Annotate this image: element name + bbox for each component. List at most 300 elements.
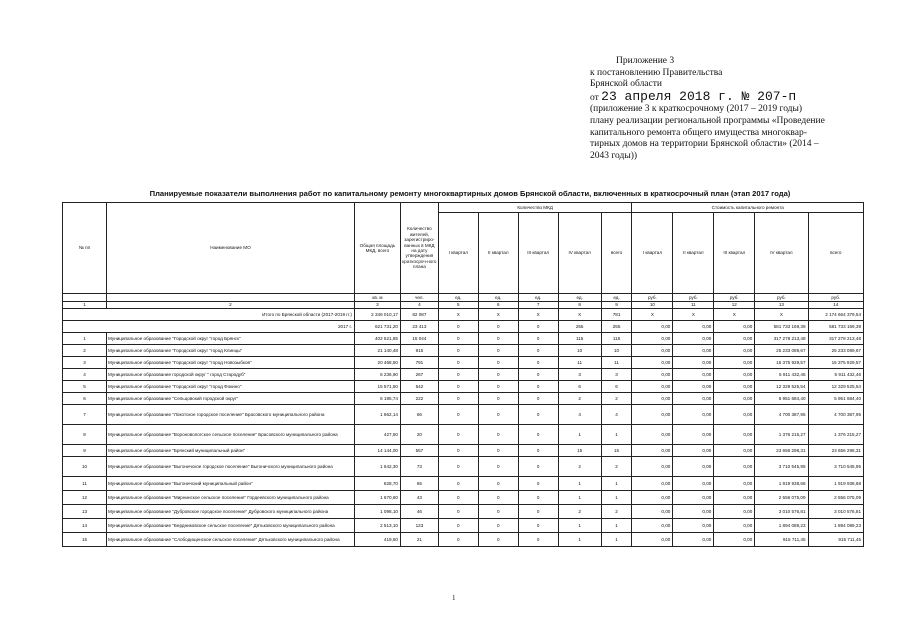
table-cell: 1 — [558, 533, 601, 547]
table-cell: 0 — [438, 345, 478, 357]
total-cell: X — [438, 309, 478, 321]
table-cell: 0 — [438, 519, 478, 533]
table-cell: 115 — [601, 333, 632, 345]
table-cell: 0 — [518, 357, 558, 369]
index-cell: 10 — [632, 302, 673, 309]
table-row — [63, 333, 864, 345]
mkd-q1-header: I квартал — [438, 213, 478, 294]
table-cell: 2 513,10 — [354, 519, 400, 533]
table-cell: 0,00 — [632, 445, 673, 457]
table-cell: 3 710 545,95 — [755, 457, 808, 477]
table-cell: 4 700 387,95 — [808, 405, 863, 425]
unit-cell: кв. м — [354, 294, 400, 302]
row-number: 6 — [63, 393, 107, 405]
row-number: 3 — [63, 357, 107, 369]
page-number: 1 — [452, 594, 456, 602]
table-cell: 0,00 — [673, 519, 714, 533]
table-cell: 14 144,00 — [354, 445, 400, 457]
table-cell: 4 — [601, 405, 632, 425]
mkd-q2-header: II квартал — [478, 213, 518, 294]
table-cell: 11 — [601, 357, 632, 369]
table-cell: 915 711,45 — [808, 533, 863, 547]
table-cell: 0 — [438, 477, 478, 491]
table-cell: 0,00 — [714, 345, 755, 357]
table-cell: 1 — [601, 491, 632, 505]
year-cell: 0,00 — [632, 321, 673, 333]
table-cell: 3 — [601, 369, 632, 381]
municipality-name: Муниципальное образование "Городской округ "город Брянск" — [107, 333, 355, 345]
table-cell: 21 — [400, 533, 438, 547]
table-cell: 0,00 — [673, 457, 714, 477]
table-cell: 0,00 — [673, 357, 714, 369]
row-number: 14 — [63, 519, 107, 533]
table-cell: 15 571,50 — [354, 381, 400, 393]
table-row — [63, 381, 864, 393]
table-cell: 0,00 — [673, 393, 714, 405]
total-cell: 781 — [601, 309, 632, 321]
year-cell: 0 — [518, 321, 558, 333]
unit-cell: руб. — [632, 294, 673, 302]
total-cell: X — [755, 309, 808, 321]
table-cell: 12 329 525,54 — [808, 381, 863, 393]
table-cell: 0,00 — [673, 425, 714, 445]
table-cell: 0 — [518, 381, 558, 393]
table-cell: 2 556 075,09 — [755, 491, 808, 505]
table-cell: 43 — [400, 491, 438, 505]
year-cell: 0 — [478, 321, 518, 333]
table-cell: 0 — [438, 425, 478, 445]
table-cell: 0,00 — [632, 491, 673, 505]
table-cell: 46 — [400, 505, 438, 519]
table-cell: 402 521,85 — [354, 333, 400, 345]
table-row — [63, 425, 864, 445]
table-cell: 0 — [478, 333, 518, 345]
cost-q4-header: IV квартал — [755, 213, 808, 294]
row-number: 4 — [63, 369, 107, 381]
col-residents-header: Количество жителей, зарегистриро-ванных в МКД на дату утверждения краткосроч-ного плана — [400, 203, 438, 294]
cost-q2-header: II квартал — [673, 213, 714, 294]
table-cell: 0 — [518, 405, 558, 425]
table-row — [63, 505, 864, 519]
year-cell: 0,00 — [714, 321, 755, 333]
table-row — [63, 345, 864, 357]
total-cell: X — [673, 309, 714, 321]
table-row — [63, 457, 864, 477]
table-cell: 1 — [601, 477, 632, 491]
table-cell: 1 919 938,68 — [808, 477, 863, 491]
table-cell: 0 — [438, 533, 478, 547]
table-cell: 5 911 432,46 — [755, 369, 808, 381]
index-cell: 14 — [808, 302, 863, 309]
unit-cell: ед. — [438, 294, 478, 302]
table-cell: 0 — [518, 333, 558, 345]
table-cell: 791 — [400, 357, 438, 369]
table-row — [63, 357, 864, 369]
table-cell: 0,00 — [632, 457, 673, 477]
unit-cell: руб. — [808, 294, 863, 302]
table-cell: 5 951 684,40 — [755, 393, 808, 405]
table-cell: 0,00 — [632, 425, 673, 445]
table-cell: 1 894 089,23 — [755, 519, 808, 533]
table-cell: 915 711,45 — [755, 533, 808, 547]
table-cell: 25 233 089,67 — [755, 345, 808, 357]
municipality-name: Муниципальное образование "Локотское городское поселение" Брасовского муниципального района — [107, 405, 355, 425]
table-cell: 0 — [438, 505, 478, 519]
table-row — [63, 491, 864, 505]
table-row — [63, 393, 864, 405]
table-cell: 0,00 — [714, 425, 755, 445]
table-cell: 0 — [518, 519, 558, 533]
unit-cell: чел. — [400, 294, 438, 302]
table-cell: 0 — [478, 457, 518, 477]
index-cell: 4 — [400, 302, 438, 309]
table-cell: 0 — [478, 345, 518, 357]
table-cell: 0 — [478, 369, 518, 381]
municipality-name: Муниципальное образование "Выгоничское городское поселение" Выгоничского муниципального района — [107, 457, 355, 477]
table-row — [63, 533, 864, 547]
table-cell: 0,00 — [673, 381, 714, 393]
table-cell: 3 010 576,81 — [755, 505, 808, 519]
table-cell: 6 — [558, 381, 601, 393]
table-cell: 0,00 — [714, 505, 755, 519]
municipality-name: Муниципальное образование городской округ " город Стародуб" — [107, 369, 355, 381]
table-cell: 0 — [438, 333, 478, 345]
table-cell: 0,00 — [632, 357, 673, 369]
decree-date: от 23 апреля 2018 г. № 207-п — [590, 88, 797, 104]
header-note-3: капитального ремонта общего имущества многоквар- — [590, 127, 807, 138]
table-cell: 3 010 576,81 — [808, 505, 863, 519]
unit-cell: ед. — [478, 294, 518, 302]
table-cell: 1 894 089,23 — [808, 519, 863, 533]
year-cell: 23 413 — [400, 321, 438, 333]
table-cell: 2 — [558, 505, 601, 519]
municipality-name: Муниципальное образование "Бердниковское сельское поселение" Дятьковского муниципального района — [107, 519, 355, 533]
table-cell: 267 — [400, 369, 438, 381]
row-number: 12 — [63, 491, 107, 505]
table-cell: 0,00 — [632, 345, 673, 357]
municipality-name: Муниципальное образование "Вороновологское сельское поселение" Брасовского муниципального района — [107, 425, 355, 445]
mkd-q4-header: IV квартал — [558, 213, 601, 294]
table-cell: 21 140,48 — [354, 345, 400, 357]
empty-cell — [63, 294, 107, 302]
year-row — [63, 321, 864, 333]
unit-cell: ед. — [518, 294, 558, 302]
index-cell: 7 — [518, 302, 558, 309]
index-cell: 5 — [438, 302, 478, 309]
table-cell: 25 233 089,67 — [808, 345, 863, 357]
table-cell: 0 — [438, 445, 478, 457]
table-cell: 0,00 — [714, 393, 755, 405]
table-cell: 0 — [478, 381, 518, 393]
table-cell: 6 236,90 — [354, 369, 400, 381]
cost-total-header: всего — [808, 213, 863, 294]
municipality-name: Муниципальное образование "Городской округ "город Клинцы" — [107, 345, 355, 357]
index-cell: 13 — [755, 302, 808, 309]
table-title: Планируемые показатели выполнения работ по капитальному ремонту многоквартирных домов Брянской области, включенных в краткосрочный план (этап 2017 года) — [149, 189, 791, 198]
table-cell: 0,00 — [632, 533, 673, 547]
table-cell: 915 — [400, 345, 438, 357]
table-cell: 15 044 — [400, 333, 438, 345]
table-cell: 1 376 215,27 — [755, 425, 808, 445]
table-cell: 1 919 938,68 — [755, 477, 808, 491]
table-cell: 427,50 — [354, 425, 400, 445]
row-number: 8 — [63, 425, 107, 445]
table-cell: 0 — [518, 505, 558, 519]
table-cell: 0,00 — [714, 445, 755, 457]
table-cell: 542 — [400, 381, 438, 393]
total-cell: 2 174 664 379,54 — [808, 309, 863, 321]
table-cell: 0 — [438, 381, 478, 393]
table-cell: 0,00 — [673, 345, 714, 357]
row-number: 11 — [63, 477, 107, 491]
table-cell: 6 195,74 — [354, 393, 400, 405]
table-cell: 65 — [400, 477, 438, 491]
header-note-5: 2043 годы)) — [590, 150, 638, 161]
appendix-label: Приложение 3 — [616, 56, 675, 66]
table-cell: 1 662,14 — [354, 405, 400, 425]
unit-cell: руб. — [755, 294, 808, 302]
total-cell: X — [478, 309, 518, 321]
table-cell: 1 — [558, 519, 601, 533]
table-cell: 11 — [558, 357, 601, 369]
table-cell: 12 329 525,54 — [755, 381, 808, 393]
table-cell: 317 278 213,48 — [755, 333, 808, 345]
table-cell: 0 — [478, 445, 518, 457]
row-number: 1 — [63, 333, 107, 345]
units-row — [63, 294, 864, 302]
table-cell: 0,00 — [632, 405, 673, 425]
table-cell: 0,00 — [714, 533, 755, 547]
table-cell: 0 — [438, 491, 478, 505]
row-number: 9 — [63, 445, 107, 457]
table-cell: 3 710 545,95 — [808, 457, 863, 477]
table-cell: 828,70 — [354, 477, 400, 491]
table-cell: 0,00 — [673, 445, 714, 457]
mkd-total-header: всего — [601, 213, 632, 294]
table-cell: 0,00 — [714, 369, 755, 381]
table-cell: 1 — [558, 477, 601, 491]
header-note-1: (приложение 3 к краткосрочному (2017 – 2019 годы) — [590, 104, 803, 115]
year-cell: 581 733 169,39 — [808, 321, 863, 333]
table-cell: 0 — [478, 505, 518, 519]
table-cell: 0,00 — [632, 333, 673, 345]
total-label: Итого по Брянской области (2017-2019 гг.) — [63, 309, 355, 321]
table-cell: 0,00 — [714, 519, 755, 533]
indicators-table — [62, 202, 864, 547]
table-row — [63, 445, 864, 457]
table-cell: 1 670,60 — [354, 491, 400, 505]
table-cell: 0 — [518, 491, 558, 505]
table-cell: 0,00 — [673, 333, 714, 345]
table-cell: 419,50 — [354, 533, 400, 547]
header-note-4: тирных домов на территории Брянской области» (2014 – — [590, 139, 819, 150]
table-cell: 0,00 — [632, 393, 673, 405]
table-cell: 0,00 — [632, 381, 673, 393]
table-cell: 123 — [400, 519, 438, 533]
table-cell: 0 — [518, 457, 558, 477]
index-cell: 8 — [558, 302, 601, 309]
col-num-header: № пп — [63, 203, 107, 294]
table-cell: 0,00 — [714, 491, 755, 505]
table-cell: 0 — [478, 425, 518, 445]
row-number: 5 — [63, 381, 107, 393]
table-cell: 0,00 — [673, 505, 714, 519]
table-cell: 1 098,10 — [354, 505, 400, 519]
table-cell: 4 — [558, 405, 601, 425]
total-row — [63, 309, 864, 321]
table-cell: 23 656 298,31 — [808, 445, 863, 457]
table-cell: 20 468,50 — [354, 357, 400, 369]
municipality-name: Муниципальное образование "Слободищенское сельское поселение" Дятьковского муниципального района — [107, 533, 355, 547]
table-cell: 0 — [518, 369, 558, 381]
year-cell: 621 731,20 — [354, 321, 400, 333]
group-mkd-header: Количество МКД — [438, 203, 632, 213]
table-cell: 0 — [438, 393, 478, 405]
table-cell: 0 — [518, 393, 558, 405]
table-cell: 0,00 — [632, 369, 673, 381]
table-cell: 0 — [478, 393, 518, 405]
unit-cell: руб. — [714, 294, 755, 302]
table-cell: 0 — [478, 357, 518, 369]
year-cell: 255 — [601, 321, 632, 333]
table-cell: 0,00 — [673, 369, 714, 381]
handwritten-date: 23 апреля 2018 г. № 207-п — [601, 88, 797, 104]
table-cell: 0,00 — [714, 357, 755, 369]
col-area-header: Общая площадь МКД, всего — [354, 203, 400, 294]
table-cell: 0,00 — [673, 491, 714, 505]
municipality-name: Муниципальное образование "Сельцовский городской округ" — [107, 393, 355, 405]
column-index-row — [63, 302, 864, 309]
table-cell: 3 — [558, 369, 601, 381]
table-cell: 2 556 075,09 — [808, 491, 863, 505]
table-cell: 5 951 684,40 — [808, 393, 863, 405]
table-cell: 0 — [438, 457, 478, 477]
municipality-name: Муниципальное образование "Брянский муниципальный район" — [107, 445, 355, 457]
table-cell: 2 — [601, 393, 632, 405]
cost-q1-header: I квартал — [632, 213, 673, 294]
row-number: 10 — [63, 457, 107, 477]
table-cell: 0,00 — [714, 477, 755, 491]
index-cell: 3 — [354, 302, 400, 309]
table-cell: 0 — [478, 477, 518, 491]
table-cell: 66 — [400, 405, 438, 425]
table-cell: 557 — [400, 445, 438, 457]
decree-ref: к постановлению Правительства — [590, 67, 723, 78]
table-cell: 0,00 — [673, 533, 714, 547]
unit-cell: руб. — [673, 294, 714, 302]
table-cell: 1 642,30 — [354, 457, 400, 477]
table-row — [63, 369, 864, 381]
total-cell: 82 087 — [400, 309, 438, 321]
table-cell: 15 375 929,57 — [808, 357, 863, 369]
table-row — [63, 405, 864, 425]
total-cell: 2 346 010,17 — [354, 309, 400, 321]
table-cell: 222 — [400, 393, 438, 405]
table-cell: 23 656 298,31 — [755, 445, 808, 457]
row-number: 13 — [63, 505, 107, 519]
table-cell: 10 — [558, 345, 601, 357]
table-cell: 0,00 — [632, 505, 673, 519]
table-cell: 0,00 — [714, 381, 755, 393]
table-cell: 0 — [438, 405, 478, 425]
decree-header — [590, 56, 850, 162]
table-cell: 317 278 213,48 — [808, 333, 863, 345]
index-cell: 12 — [714, 302, 755, 309]
municipality-name: Муниципальное образование "Городской округ "город Новозыбков" — [107, 357, 355, 369]
table-cell: 1 — [601, 519, 632, 533]
unit-cell: ед. — [558, 294, 601, 302]
row-number: 2 — [63, 345, 107, 357]
total-cell: X — [632, 309, 673, 321]
table-cell: 1 376 215,27 — [808, 425, 863, 445]
table-cell: 0 — [518, 345, 558, 357]
total-cell: X — [558, 309, 601, 321]
table-cell: 0 — [438, 357, 478, 369]
table-cell: 0,00 — [632, 477, 673, 491]
table-cell: 0 — [478, 491, 518, 505]
header-note-2: плану реализации региональной программы «Проведение — [590, 115, 825, 126]
year-cell: 581 733 169,39 — [755, 321, 808, 333]
table-cell: 0 — [518, 477, 558, 491]
unit-cell: ед. — [601, 294, 632, 302]
municipality-name: Муниципальное образование "Мирнинское сельское поселение" Гордеевского муниципального района — [107, 491, 355, 505]
row-number: 7 — [63, 405, 107, 425]
mkd-q3-header: III квартал — [518, 213, 558, 294]
table-row — [63, 519, 864, 533]
table-cell: 0,00 — [673, 405, 714, 425]
table-cell: 15 — [558, 445, 601, 457]
table-cell: 2 — [558, 393, 601, 405]
index-cell: 2 — [107, 302, 355, 309]
table-cell: 1 — [601, 533, 632, 547]
table-cell: 10 — [601, 345, 632, 357]
table-cell: 1 — [558, 425, 601, 445]
table-cell: 1 — [558, 491, 601, 505]
table-cell: 20 — [400, 425, 438, 445]
table-cell: 15 — [601, 445, 632, 457]
index-cell: 9 — [601, 302, 632, 309]
table-cell: 0,00 — [673, 477, 714, 491]
col-name-header: Наименование МО — [107, 203, 355, 294]
table-cell: 0 — [478, 519, 518, 533]
region-name: Брянской области — [590, 79, 662, 90]
table-cell: 0,00 — [714, 405, 755, 425]
year-cell: 255 — [558, 321, 601, 333]
year-cell: 0,00 — [673, 321, 714, 333]
table-cell: 0,00 — [714, 457, 755, 477]
table-cell: 0 — [518, 425, 558, 445]
table-cell: 5 911 432,46 — [808, 369, 863, 381]
table-cell: 0 — [478, 405, 518, 425]
table-cell: 0 — [478, 533, 518, 547]
index-cell: 6 — [478, 302, 518, 309]
table-cell: 2 — [558, 457, 601, 477]
total-cell: X — [714, 309, 755, 321]
table-cell: 0 — [518, 533, 558, 547]
index-cell: 1 — [63, 302, 107, 309]
table-row — [63, 477, 864, 491]
table-cell: 1 — [601, 425, 632, 445]
table-cell: 2 — [601, 457, 632, 477]
table-cell: 115 — [558, 333, 601, 345]
empty-cell — [107, 294, 355, 302]
table-cell: 2 — [601, 505, 632, 519]
group-cost-header: Стоимость капитального ремонта — [632, 203, 864, 213]
year-label: 2017 г. — [63, 321, 355, 333]
municipality-name: Муниципальное образование "Дубровское городское поселение" Дубровского муниципального района — [107, 505, 355, 519]
table-cell: 0 — [518, 445, 558, 457]
table-cell: 0,00 — [714, 333, 755, 345]
